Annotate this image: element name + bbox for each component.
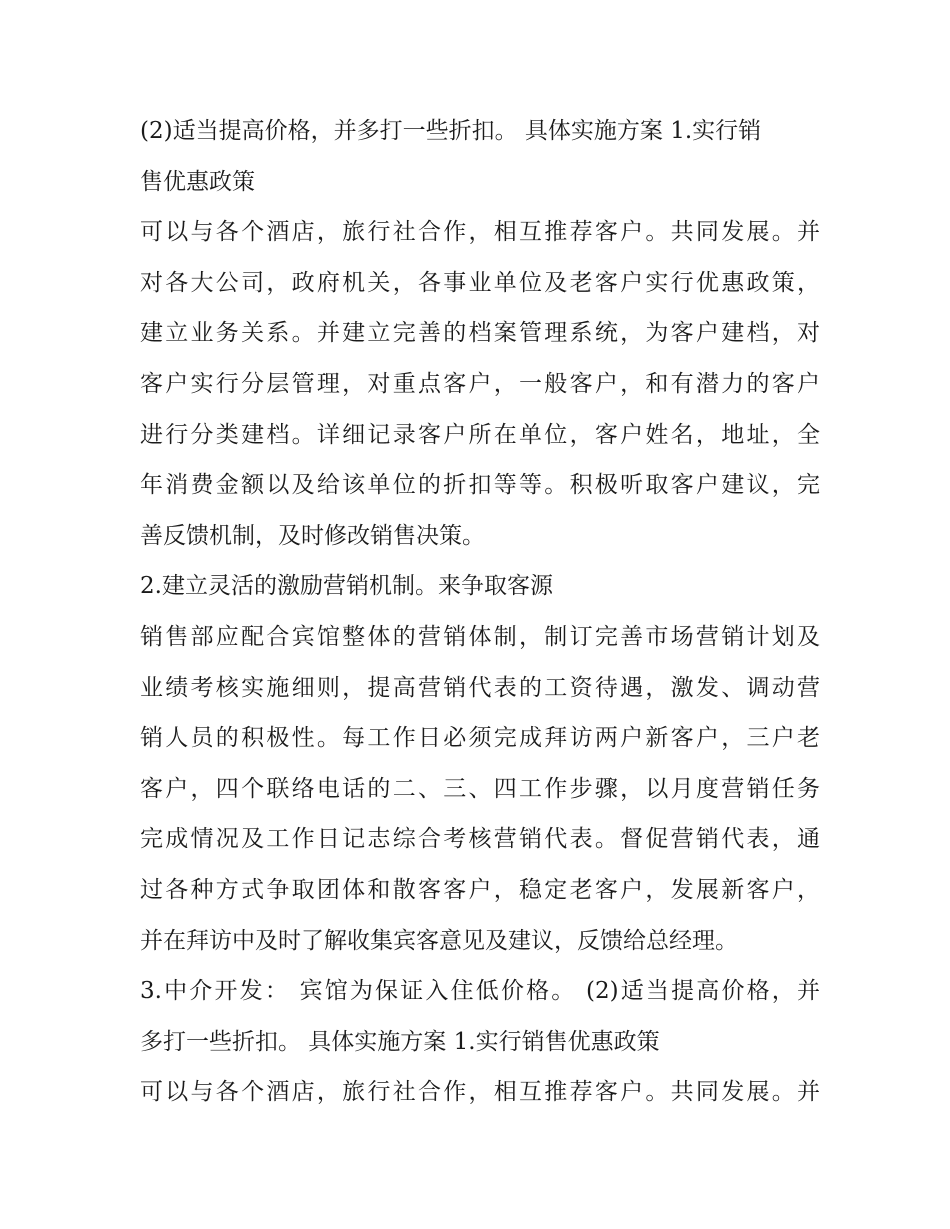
text-line-8: 年消费金额以及给该单位的折扣等等。积极听取客户建议，完 <box>140 472 820 499</box>
text-line-1: (2)适当提高价格，并多打一些折扣。 具体实施方案 1.实行销 <box>140 118 762 144</box>
text-line-4: 对各大公司，政府机关，各事业单位及老客户实行优惠政策， <box>140 269 820 296</box>
document-body <box>140 106 820 1118</box>
text-line-14: 客户，四个联络电话的二、三、四工作步骤，以月度营销任务 <box>140 775 820 802</box>
text-line-17: 并在拜访中及时了解收集宾客意见及建议，反馈给总经理。 <box>140 927 738 954</box>
text-line-16: 过各种方式争取团体和散客客户，稳定老客户，发展新客户， <box>140 876 820 903</box>
text-line-19: 多打一些折扣。 具体实施方案 1.实行销售优惠政策 <box>140 1028 660 1055</box>
text-line-11: 销售部应配合宾馆整体的营销体制，制订完善市场营销计划及 <box>140 623 820 650</box>
text-line-6: 客户实行分层管理，对重点客户，一般客户，和有潜力的客户 <box>140 370 820 397</box>
text-line-12: 业绩考核实施细则，提高营销代表的工资待遇，激发、调动营 <box>140 674 820 701</box>
text-line-20: 可以与各个酒店，旅行社合作，相互推荐客户。共同发展。并 <box>140 1079 820 1106</box>
text-line-7: 进行分类建档。详细记录客户所在单位，客户姓名，地址，全 <box>140 421 820 448</box>
text-line-3: 可以与各个酒店，旅行社合作，相互推荐客户。共同发展。并 <box>140 219 820 246</box>
section-heading-2: 2.建立灵活的激励营销机制。来争取客源 <box>140 573 553 600</box>
text-line-15: 完成情况及工作日记志综合考核营销代表。督促营销代表，通 <box>140 826 820 853</box>
text-line-2: 售优惠政策 <box>140 168 255 195</box>
text-line-9: 善反馈机制，及时修改销售决策。 <box>140 522 485 549</box>
text-line-13: 销人员的积极性。每工作日必须完成拜访两户新客户，三户老 <box>140 725 820 752</box>
text-line-5: 建立业务关系。并建立完善的档案管理系统，为客户建档，对 <box>140 320 820 347</box>
section-heading-3: 3.中介开发： 宾馆为保证入住低价格。 (2)适当提高价格，并 <box>140 978 820 1005</box>
